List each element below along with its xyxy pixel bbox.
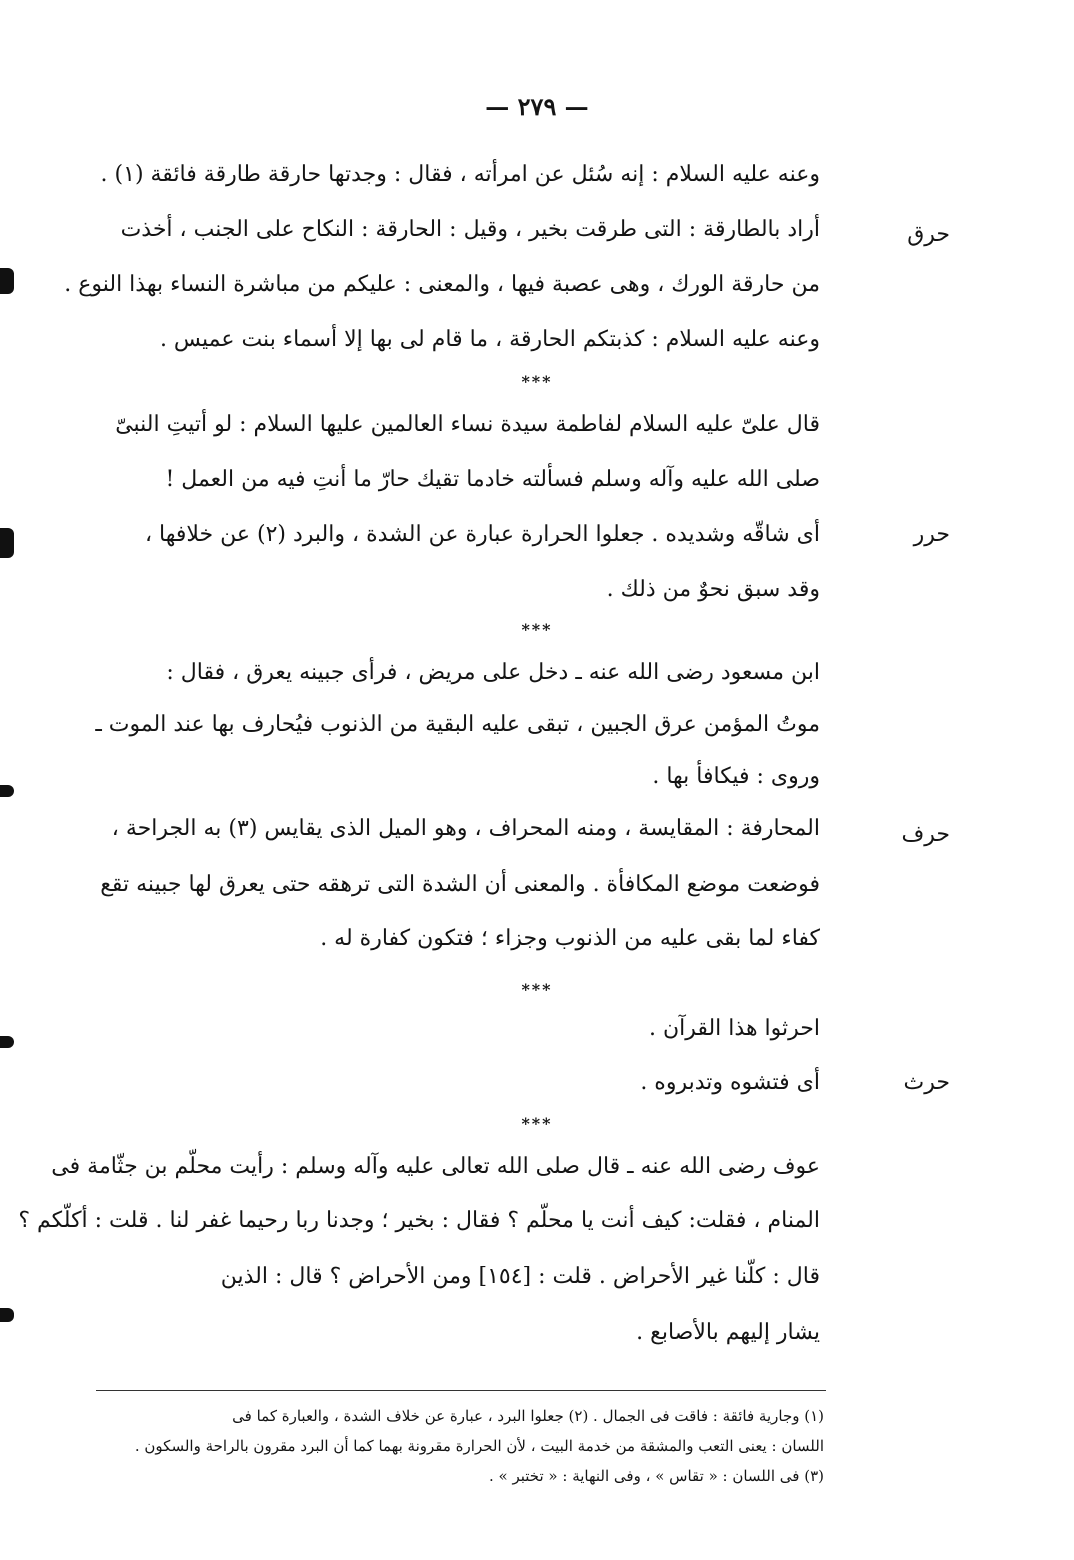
scan-edge-mark [0,785,14,797]
text-line: وروى : فيكافأ بها . [652,764,820,789]
text-line: أى فتشوه وتدبروه . [640,1070,820,1095]
root-word-harth: حرث [903,1070,950,1095]
text-line: احرثوا هذا القرآن . [648,1016,820,1041]
scan-edge-mark [0,528,14,558]
text-line: أراد بالطارقة : التى طرقت بخير ، وقيل : الحارقة : النكاح على الجنب ، أخذت [120,217,820,242]
footnote-line: (١) وجارية فائقة : فاقت فى الجمال . (٢) جعلوا البرد ، عبارة عن خلاف الشدة ، والعبارة كما فى [232,1407,824,1425]
text-line: كفاء لما بقى عليه من الذنوب وجزاء ؛ فتكون كفارة له . [320,926,820,951]
page-number: — ٢٧٩ — [485,92,589,121]
text-line: وعنه عليه السلام : إنه سُئل عن امرأته ، فقال : وجدتها حارقة طارقة فائقة (١) . [100,162,820,187]
root-word-harq: حرق [907,222,950,247]
section-separator: *** [521,620,553,639]
text-line: وعنه عليه السلام : كذبتكم الحارقة ، ما قام لى بها إلا أسماء بنت عميس . [159,327,820,352]
scan-edge-mark [0,1036,14,1048]
text-line: أى شاقّه وشديده . جعلوا الحرارة عبارة عن الشدة ، والبرد (٢) عن خلافها ، [144,522,820,547]
text-line: قال : كلّنا غير الأحراض . قلت : [١٥٤] ومن الأحراض ؟ قال : الذين [220,1264,820,1289]
footnote-line: (٣) فى اللسان : « تقاس » ، وفى النهاية : « تختبر » . [488,1467,824,1485]
text-line: يشار إليهم بالأصابع . [636,1320,820,1345]
root-word-harr: حرر [913,522,950,547]
footnote-divider [96,1390,826,1391]
text-line: صلى الله عليه وآله وسلم فسألته خادما تقيك حارّ ما أنتِ فيه من العمل ! [165,467,820,492]
text-line: من حارقة الورك ، وهى عصبة فيها ، والمعنى : عليكم من مباشرة النساء بهذا النوع . [64,272,820,297]
text-line: ابن مسعود رضى الله عنه ـ دخل على مريض ، فرأى جبينه يعرق ، فقال : [166,660,820,685]
text-line: فوضعت موضع المكافأة . والمعنى أن الشدة التى ترهقه حتى يعرق لها جبينه تقع [100,872,820,897]
text-line: قال علىّ عليه السلام لفاطمة سيدة نساء العالمين عليها السلام : لو أتيتِ النبىّ [115,412,820,437]
scan-edge-mark [0,1308,14,1322]
footnote-line: اللسان : يعنى التعب والمشقة من خدمة البيت ، لأن الحرارة مقرونة بهما كما أن البرد مقرون بالراحة والسكون . [134,1437,824,1455]
text-line: المنام ، فقلت: كيف أنت يا محلّم ؟ فقال : بخير ؛ وجدنا ربا رحيما غفر لنا . قلت : أكلّكم ؟ [18,1208,820,1233]
section-separator: *** [521,372,553,391]
text-line: وقد سبق نحوٌ من ذلك . [606,577,820,602]
text-line: عوف رضى الله عنه ـ قال صلى الله تعالى عليه وآله وسلم : رأيت محلّم بن جثّامة فى [51,1154,820,1179]
text-line: المحارفة : المقايسة ، ومنه المحراف ، وهو الميل الذى يقايس (٣) به الجراحة ، [111,816,820,841]
section-separator: *** [521,1114,553,1133]
text-line: موتُ المؤمن عرق الجبين ، تبقى عليه البقية من الذنوب فيُحارف بها عند الموت ـ [95,712,820,737]
root-word-harf: حرف [901,822,950,847]
section-separator: *** [521,980,553,999]
scan-edge-mark [0,268,14,294]
